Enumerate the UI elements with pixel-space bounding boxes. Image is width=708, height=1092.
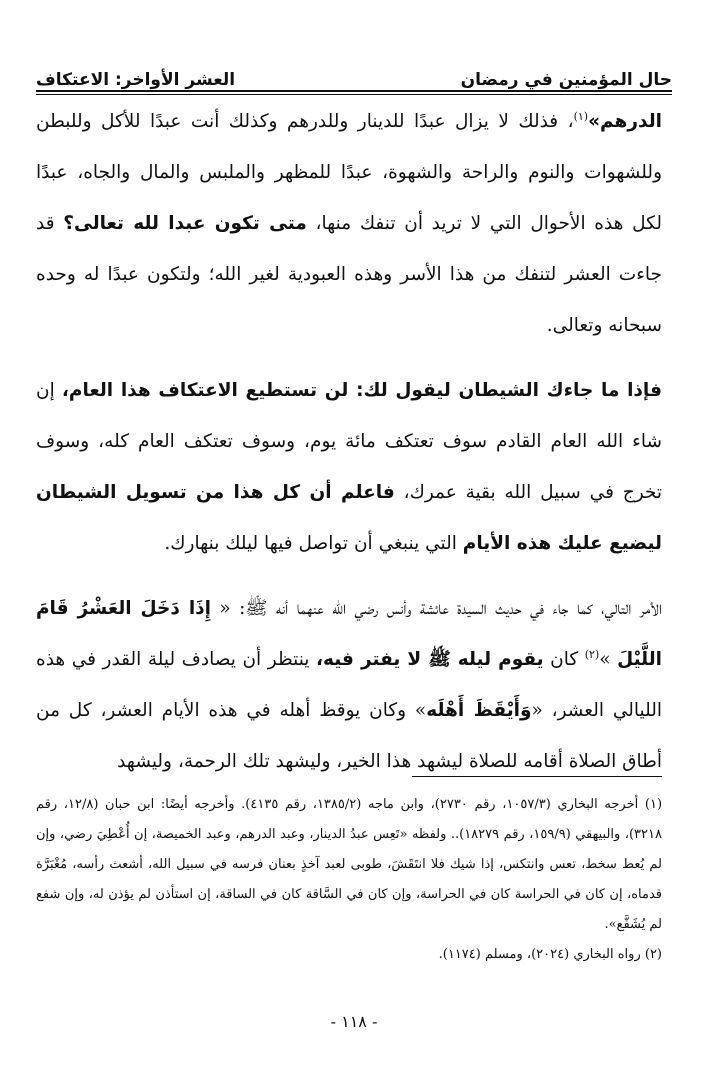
header-chapter-title: العشر الأواخر: الاعتكاف <box>36 70 236 90</box>
header-rule <box>36 90 672 95</box>
emphasis-text: يقوم ليله ﷺ لا يفتر فيه، <box>315 649 544 670</box>
footnote-ref: (١) <box>573 109 589 123</box>
paragraph <box>36 583 662 787</box>
text-run: قد جاءت العشر لتنفك من هذا الأسر وهذه العبودية لغير الله؛ ولتكون عبدًا له وحده سبحانه وتعالى. <box>36 213 662 336</box>
text-run: كان <box>543 649 585 670</box>
paragraph <box>36 96 662 351</box>
emphasis-text: إِذَا دَخَلَ العَشْرُ قَامَ اللَّيْلَ <box>36 598 663 670</box>
emphasis-text: الدرهم» <box>588 111 662 132</box>
emphasis-text: وَأَيْقَظَ أَهْلَه <box>426 700 532 721</box>
text-run: ، فذلك لا يزال عبدًا للدينار وللدرهم وكذلك أنت عبدًا للأكل وللبطن وللشهوات والنوم والراحة والشهوة، عبدًا للمظهر والملبس والمال والجاه، عبدًا لكل هذه الأحوال التي لا تريد أن تنفك منها، <box>36 111 663 234</box>
emphasis-text: متى تكون عبدا لله تعالى؟ <box>63 213 307 234</box>
paragraph <box>36 365 662 569</box>
text-run: التي ينبغي أن تواصل فيها ليلك بنهارك. <box>164 533 463 554</box>
running-header <box>36 58 672 90</box>
footnote-ref: (٢) <box>584 647 600 661</box>
text-run: ينتظر أن يصادف ليلة القدر في هذه الليالي العشر، « <box>36 649 662 721</box>
emphasis-text: فاعلم أن كل هذا من تسويل الشيطان ليضيع عليك هذه الأيام <box>36 482 662 554</box>
emphasis-text: فإذا ما جاءك الشيطان ليقول لك: لن تستطيع الاعتكاف هذا العام، <box>61 380 662 401</box>
footnote-2: (٢) رواه البخاري (٢٠٢٤)، ومسلم (١١٧٤). <box>438 947 662 962</box>
footnotes <box>36 790 662 970</box>
page-number: - ١١٨ - <box>330 1012 378 1031</box>
text-run: » وكان يوقظ أهله في هذه الأيام العشر، كل من أطاق الصلاة أقامه للصلاة ليشهد هذا الخير، وليشهد تلك الرحمة، وليشهد <box>36 700 662 772</box>
footnote-separator <box>412 776 662 777</box>
main-text <box>36 96 662 787</box>
text-run: » <box>599 649 618 670</box>
text-run: الأمر التالي، كما جاء في حديث السيدة عائشة وأنس رضي الله عنهما أنه ﷺ: « <box>211 598 662 619</box>
text-run: إن شاء الله العام القادم سوف تعتكف مائة يوم، وسوف تعتكف العام كله، وسوف تخرج في سبيل الله بقية عمرك، <box>36 380 662 503</box>
header-book-title: حال المؤمنين في رمضان <box>460 70 672 90</box>
footnote-1: (١) أخرجه البخاري (١٠٥٧/٣، رقم ٢٧٣٠)، وابن ماجه (١٣٨٥/٢، رقم ٤١٣٥). وأخرجه أيضًا: ابن حبان (١٢/٨، رقم ٣٢١٨)، والبيهقي (١٥٩/٩، رقم ١٨٢٧٩).. ولفظه «تَعِس عبدُ الدينار، وعبد الدرهم، وعبد الخميصة، إن أُعْطِيَ رضي، وإن لم يُعط سخط، تعس وانتكس، إذا شيك فلا انتَقَشَ، طوبى لعبد آخذٍ بعنان فرسه في سبيل الله، أشعث رأسه، مُغْبَرَّة قدماه، إن كان في الحراسة كان في الحراسة، وإن كان في السَّاقة كان في الساقة، إن استأذن لم يؤذن له، وإن شفع لم يُشَفَّع». <box>36 797 663 932</box>
